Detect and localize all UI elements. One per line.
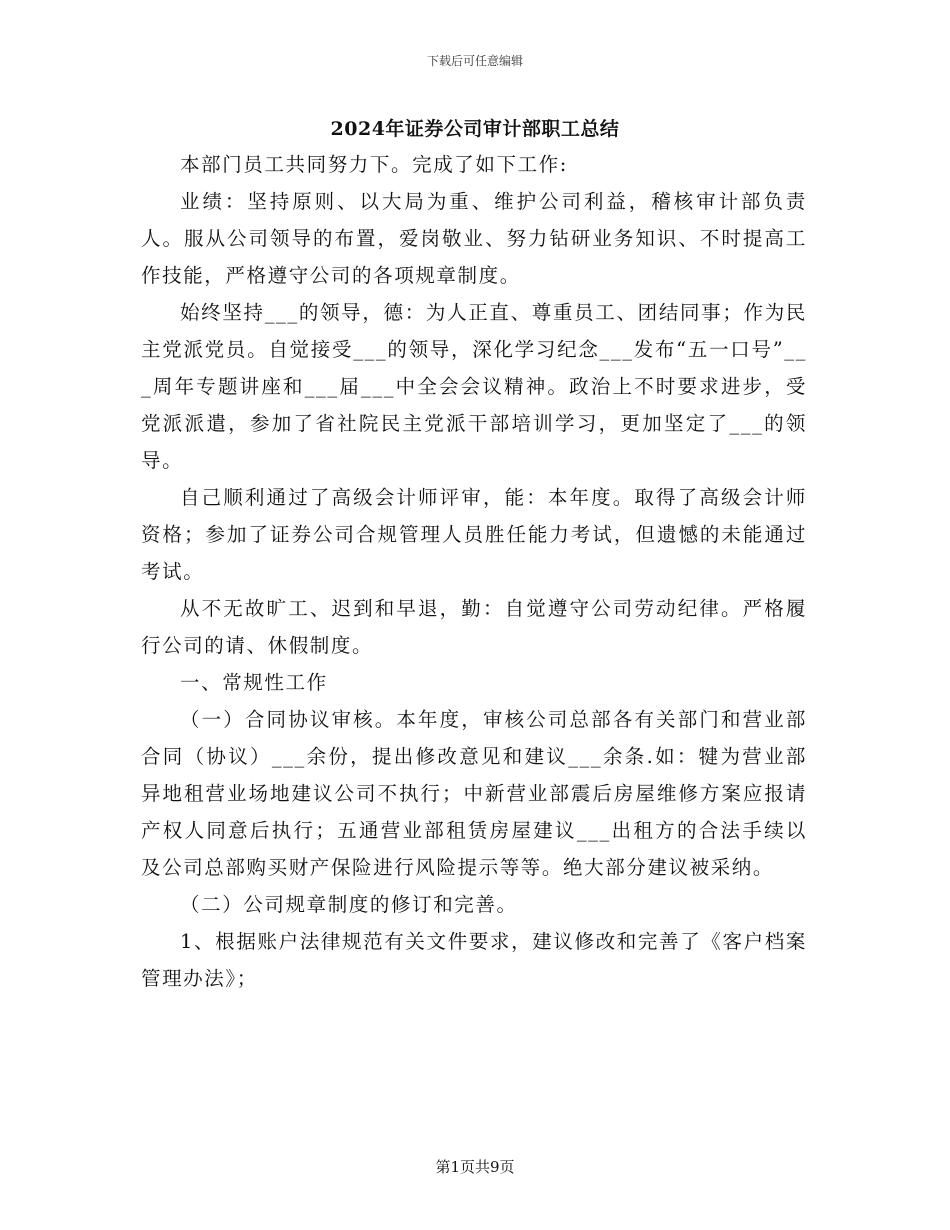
paragraph-account-rules: 1、根据账户法律规范有关文件要求，建议修改和完善了《客户档案管理办法》； xyxy=(141,930,807,990)
document-title: 2024年证券公司审计部职工总结 xyxy=(330,118,620,140)
document-body xyxy=(141,146,807,997)
paragraph-regulations-heading: （二）公司规章制度的修订和完善。 xyxy=(180,893,518,916)
paragraph-ability: 自己顺利通过了高级会计师评审，能：本年度。取得了高级会计师资格；参加了证券公司合规管理人员胜任能力考试，但遗憾的未能通过考试。 xyxy=(141,486,807,583)
section-heading-routine-work: 一、常规性工作 xyxy=(180,671,328,694)
header-note: 下载后可任意编辑 xyxy=(426,54,523,68)
paragraph-performance: 业绩：坚持原则、以大局为重、维护公司利益，稽核审计部负责人。服从公司领导的布置，爱岗敬业、努力钻研业务知识、不时提高工作技能，严格遵守公司的各项规章制度。 xyxy=(141,190,807,287)
paragraph-virtue: 始终坚持___的领导，德：为人正直、尊重员工、团结同事；作为民主党派党员。自觉接受___的领导，深化学习纪念___发布“五一口号”___周年专题讲座和___届___中全会会议精神。政治上不时要求进步，受党派派遣，参加了省社院民主党派干部培训学习，更加坚定了___的领导。 xyxy=(141,301,807,472)
paragraph-diligence: 从不无故旷工、迟到和早退，勤：自觉遵守公司劳动纪律。严格履行公司的请、休假制度。 xyxy=(141,597,807,657)
page-number: 第1页共9页 xyxy=(435,1158,515,1176)
paragraph-intro: 本部门员工共同努力下。完成了如下工作: xyxy=(180,153,568,176)
paragraph-contract-review: （一）合同协议审核。本年度，审核公司总部各有关部门和营业部合同（协议）___余份，提出修改意见和建议___余条.如：犍为营业部异地租营业场地建议公司不执行；中新营业部震后房屋维修方案应报请产权人同意后执行；五通营业部租赁房屋建议___出租方的合法手续以及公司总部购买财产保险进行风险提示等等。绝大部分建议被采纳。 xyxy=(141,708,807,879)
